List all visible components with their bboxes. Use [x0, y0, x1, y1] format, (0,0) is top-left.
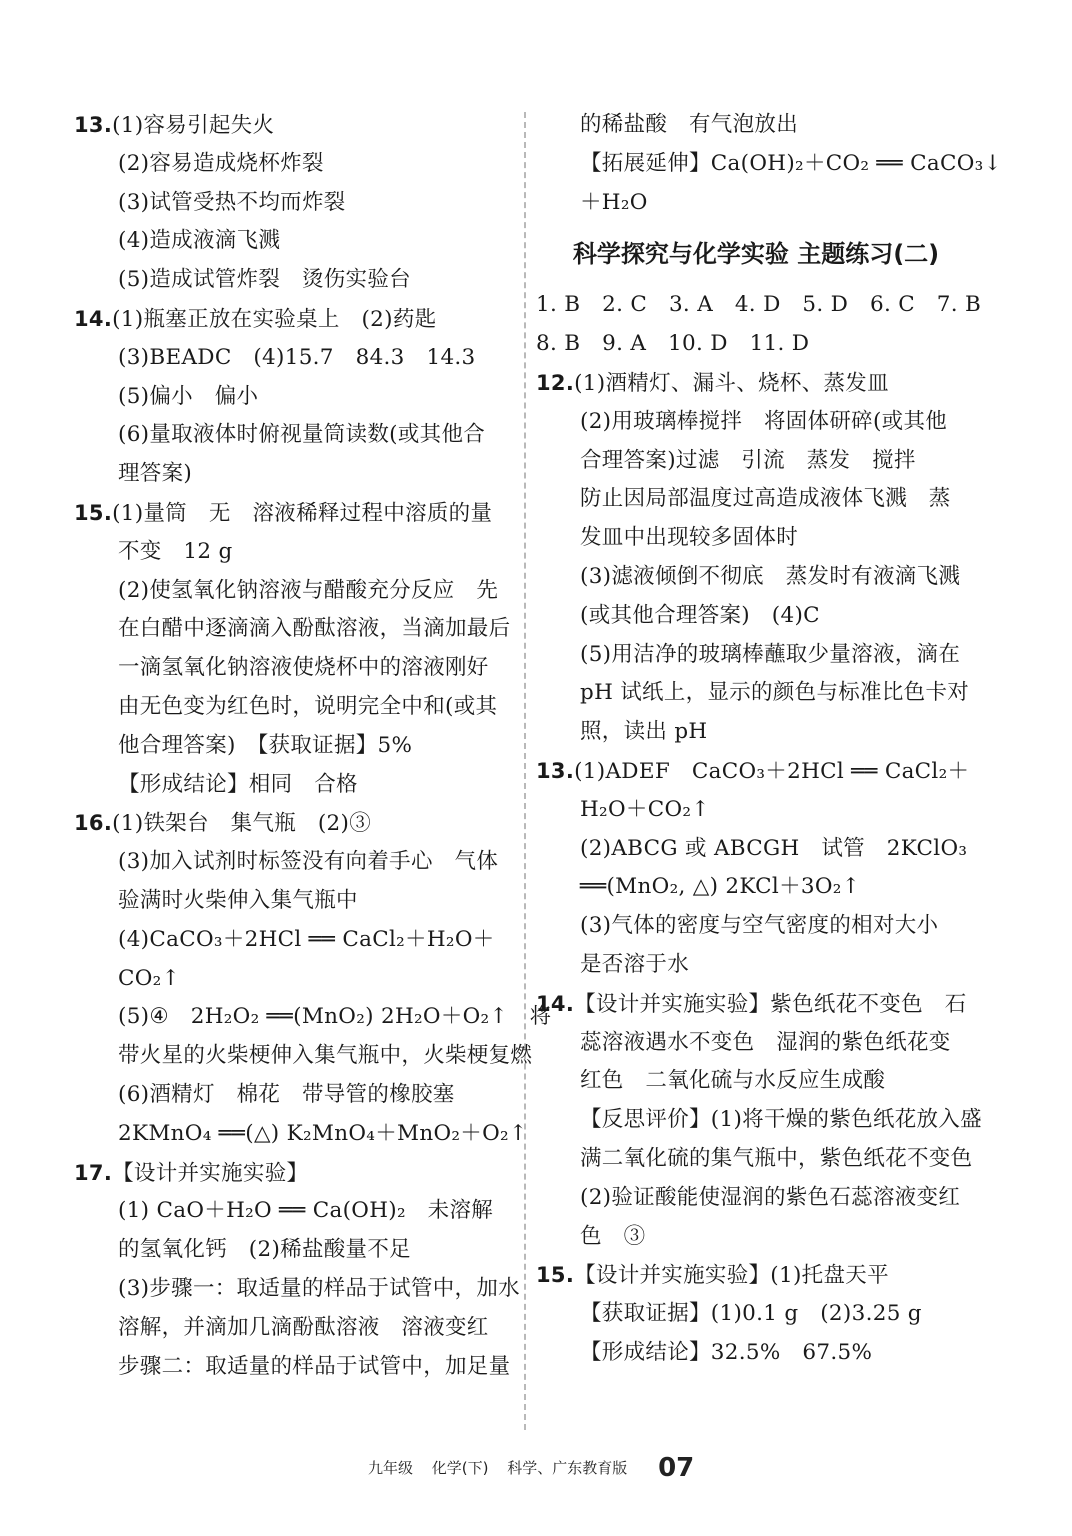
- answer-line: [536, 1062, 976, 1101]
- answer-line: [536, 1256, 976, 1295]
- question-number: 14.: [74, 306, 113, 331]
- answer-line: [536, 985, 976, 1024]
- answer-text: (1)ADEF CaCO₃＋2HCl ══ CaCl₂＋: [574, 758, 970, 784]
- answer-text: (5)造成试管炸裂 烫伤实验台: [118, 267, 411, 293]
- answer-text: (5)偏小 偏小: [118, 383, 259, 409]
- answer-line: [74, 1231, 514, 1270]
- answer-text: 理答案): [118, 461, 193, 487]
- answer-text: 不变 12 g: [118, 538, 233, 564]
- answer-line: [536, 364, 976, 403]
- answer-text: 满二氧化硫的集气瓶中，紫色纸花不变色: [580, 1145, 973, 1171]
- left-column: [74, 106, 552, 1386]
- section-title: 科学探究与化学实验 主题练习(二): [572, 240, 940, 269]
- question-number: 15.: [536, 1263, 575, 1288]
- answer-line: [74, 1076, 514, 1115]
- answer-line: [536, 286, 982, 325]
- question-number: 17.: [74, 1160, 113, 1185]
- answer-text: (4)造成液滴飞溅: [118, 228, 281, 254]
- answer-line: [74, 804, 514, 843]
- answer-text: (6)量取液体时俯视量筒读数(或其他合: [118, 422, 486, 448]
- answer-line: [74, 572, 514, 611]
- answer-line: [536, 1140, 976, 1179]
- answer-text: (3)BEADC (4)15.7 84.3 14.3: [118, 344, 476, 370]
- answer-line: [74, 610, 514, 649]
- answer-text: (5)④ 2H₂O₂ ══(MnO₂) 2H₂O＋O₂↑ 将: [118, 1004, 552, 1030]
- answer-line: [74, 727, 514, 766]
- answer-text: (6)酒精灯 棉花 带导管的橡胶塞: [118, 1081, 455, 1107]
- answer-line: [536, 325, 976, 364]
- footer-edition: 科学、广东教育版: [507, 1459, 628, 1477]
- answer-text: 防止因局部温度过高造成液体飞溅 蒸: [580, 486, 951, 512]
- answer-line: [74, 455, 514, 494]
- answer-text: 色 ③: [580, 1223, 646, 1249]
- answer-text: (1) CaO＋H₂O ══ Ca(OH)₂ 未溶解: [118, 1198, 494, 1224]
- question-number: 16.: [74, 811, 113, 836]
- answer-line: [536, 907, 976, 946]
- answer-line: [536, 636, 976, 675]
- answer-text: 【形成结论】32.5% 67.5%: [580, 1339, 873, 1365]
- answer-line: [536, 106, 976, 145]
- answer-text: (或其他合理答案) (4)C: [580, 602, 820, 628]
- question-number: 15.: [74, 500, 113, 525]
- watermark-logo: [880, 1440, 1060, 1530]
- answer-text: (2)容易造成烧杯炸裂: [118, 150, 324, 176]
- answer-line: [536, 868, 976, 907]
- answer-line: [74, 688, 514, 727]
- answer-line: [536, 1218, 976, 1257]
- answer-text: 【反思评价】(1)将干燥的紫色纸花放入盛: [580, 1107, 982, 1133]
- answer-text: (5)用洁净的玻璃棒蘸取少量溶液，滴在: [580, 641, 961, 667]
- answer-text: 溶解，并滴加几滴酚酞溶液 溶液变红: [118, 1314, 489, 1340]
- answer-line: [536, 1295, 976, 1334]
- answer-text: (1)容易引起失火: [112, 113, 275, 138]
- answer-text: (2)验证酸能使湿润的紫色石蕊溶液变红: [580, 1184, 961, 1210]
- answer-text: pH 试纸上，显示的颜色与标准比色卡对: [580, 680, 970, 706]
- answer-text: 是否溶于水: [580, 951, 690, 977]
- answer-text: 蕊溶液遇水不变色 湿润的紫色纸花变: [580, 1029, 951, 1055]
- answer-text: (3)步骤一：取适量的样品于试管中，加水: [118, 1275, 520, 1301]
- right-column: [536, 106, 1002, 1373]
- answer-line: [536, 713, 976, 752]
- answer-line: [74, 1037, 533, 1076]
- right-column-bottom: [536, 286, 982, 1372]
- question-number: 13.: [74, 113, 113, 137]
- footer-subject: 化学(下): [431, 1459, 489, 1477]
- answer-line: [74, 416, 514, 455]
- answer-line: [536, 752, 976, 791]
- page-footer: [368, 1448, 708, 1488]
- answer-line: [74, 1309, 514, 1348]
- answer-line: [536, 480, 976, 519]
- question-number: 14.: [536, 991, 575, 1016]
- answer-line: [74, 649, 514, 688]
- answer-text: (4)CaCO₃＋2HCl ══ CaCl₂＋H₂O＋: [118, 926, 495, 952]
- answer-line: [74, 766, 514, 805]
- answer-line: [74, 339, 514, 378]
- answer-line: [74, 843, 514, 882]
- answer-line: [74, 1270, 520, 1309]
- answer-line: [536, 145, 1002, 184]
- answer-line: [536, 519, 976, 558]
- answer-line: [74, 1348, 514, 1387]
- answer-text: 【设计并实施实验】(1)托盘天平: [574, 1263, 889, 1289]
- answer-text: 的氢氧化钙 (2)稀盐酸量不足: [118, 1237, 411, 1263]
- answer-text: ══(MnO₂, △) 2KCl＋3O₂↑: [580, 874, 861, 900]
- answer-text: 他合理答案) 【获取证据】5%: [118, 732, 413, 758]
- answer-line: [536, 1101, 982, 1140]
- answer-text: (1)铁架台 集气瓶 (2)③: [112, 811, 372, 837]
- answer-text: (2)用玻璃棒搅拌 将固体研碎(或其他: [580, 408, 948, 434]
- footer-grade: 九年级: [368, 1459, 414, 1477]
- answer-text: 8. B 9. A 10. D 11. D: [536, 331, 810, 357]
- answer-text: (1)瓶塞正放在实验桌上 (2)药匙: [112, 306, 437, 332]
- answer-text: (3)气体的密度与空气密度的相对大小: [580, 913, 939, 939]
- answer-text: (1)量筒 无 溶液稀释过程中溶质的量: [112, 500, 493, 526]
- answer-line: [536, 403, 976, 442]
- answer-line: [536, 1024, 976, 1063]
- answer-text: 【形成结论】相同 合格: [118, 771, 358, 797]
- answer-text: 的稀盐酸 有气泡放出: [580, 112, 799, 137]
- answer-line: [74, 222, 514, 261]
- answer-line: [74, 378, 514, 417]
- answer-text: 照，读出 pH: [580, 719, 708, 745]
- answer-text: 1. B 2. C 3. A 4. D 5. D 6. C 7. B: [536, 292, 982, 318]
- answer-line: [74, 533, 514, 572]
- answer-text: 在白醋中逐滴滴入酚酞溶液，当滴加最后: [118, 616, 511, 642]
- question-number: 13.: [536, 758, 575, 783]
- answer-line: [74, 300, 514, 339]
- answer-text: 发皿中出现较多固体时: [580, 525, 799, 551]
- answer-text: 【设计并实施实验】: [112, 1160, 309, 1186]
- answer-line: [536, 1334, 976, 1373]
- answer-text: (3)加入试剂时标签没有向着手心 气体: [118, 849, 499, 875]
- answer-line: [74, 882, 514, 921]
- answer-line: [74, 1154, 514, 1193]
- answer-text: 红色 二氧化硫与水反应生成酸: [580, 1068, 886, 1094]
- answer-text: ＋H₂O: [580, 189, 648, 215]
- answer-text: 【拓展延伸】Ca(OH)₂＋CO₂ ══ CaCO₃↓: [580, 150, 1002, 176]
- answer-text: 合理答案)过滤 引流 蒸发 搅拌: [580, 447, 916, 473]
- answer-text: H₂O＋CO₂↑: [580, 796, 710, 822]
- answer-text: (1)酒精灯、漏斗、烧杯、蒸发皿: [574, 370, 889, 396]
- answer-line: [536, 1179, 976, 1218]
- answer-line: [74, 184, 514, 223]
- answer-line: [74, 106, 514, 145]
- answer-line: [74, 1192, 514, 1231]
- answer-text: 由无色变为红色时，说明完全中和(或其: [118, 693, 498, 719]
- answer-line: [536, 830, 976, 869]
- answer-line: [536, 184, 976, 223]
- right-column-top: [536, 106, 1002, 222]
- answer-line: [74, 998, 552, 1037]
- answer-line: [74, 960, 514, 999]
- answer-text: 一滴氢氧化钠溶液使烧杯中的溶液刚好: [118, 655, 489, 681]
- question-number: 12.: [536, 370, 575, 395]
- answer-text: 步骤二：取适量的样品于试管中，加足量: [118, 1353, 511, 1379]
- answer-line: [74, 261, 514, 300]
- answer-text: 【获取证据】(1)0.1 g (2)3.25 g: [580, 1301, 922, 1327]
- answer-line: [536, 442, 976, 481]
- answer-line: [74, 921, 514, 960]
- answer-line: [74, 1115, 528, 1154]
- answer-line: [536, 946, 976, 985]
- answer-line: [536, 791, 976, 830]
- page-number: 07: [658, 1453, 695, 1483]
- answer-text: (3)滤液倾倒不彻底 蒸发时有液滴飞溅: [580, 563, 961, 589]
- answer-line: [536, 674, 976, 713]
- answer-line: [74, 145, 514, 184]
- answer-text: 带火星的火柴梗伸入集气瓶中，火柴梗复燃: [118, 1043, 533, 1069]
- answer-text: 验满时火柴伸入集气瓶中: [118, 887, 358, 913]
- column-divider: [524, 112, 526, 1430]
- answer-line: [536, 597, 976, 636]
- answer-text: 2KMnO₄ ══(△) K₂MnO₄＋MnO₂＋O₂↑: [118, 1120, 528, 1146]
- answer-text: (3)试管受热不均而炸裂: [118, 189, 346, 215]
- answer-line: [74, 494, 514, 533]
- answer-text: (2)ABCG 或 ABCGH 试管 2KClO₃: [580, 835, 968, 861]
- answer-line: [536, 558, 976, 597]
- answer-text: (2)使氢氧化钠溶液与醋酸充分反应 先: [118, 577, 499, 603]
- answer-text: CO₂↑: [118, 965, 180, 991]
- answer-text: 【设计并实施实验】紫色纸花不变色 石: [574, 991, 967, 1017]
